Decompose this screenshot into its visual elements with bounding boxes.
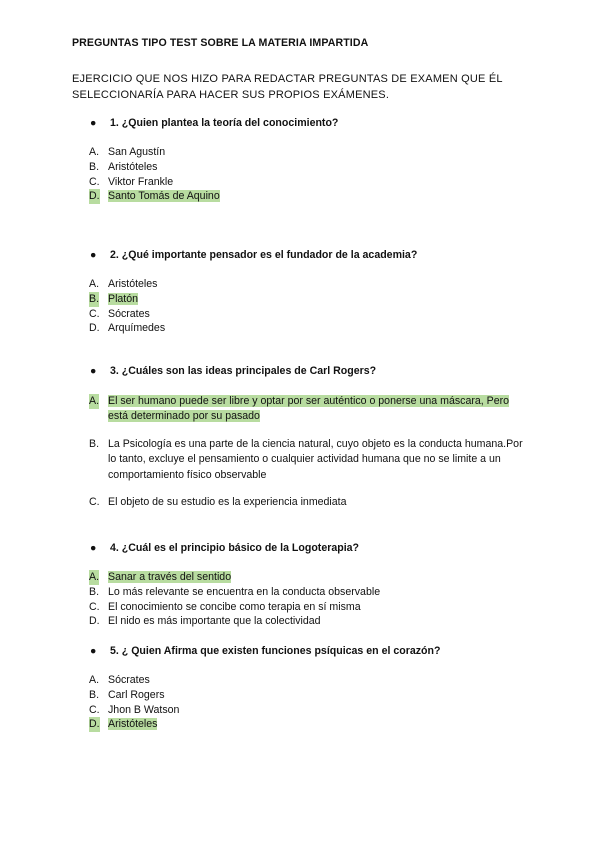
question-text: 2. ¿Qué importante pensador es el fundador de la academia? (110, 249, 418, 261)
intro-paragraph: EJERCICIO QUE NOS HIZO PARA REDACTAR PREGUNTAS DE EXAMEN QUE ÉL SELECCIONARÍA PARA HACER SUS PROPIOS EXÁMENES. (72, 73, 503, 101)
option-4c: C. El conocimiento se concibe como terapia en sí misma (89, 600, 361, 613)
option-5d-correct: D. Aristóteles (89, 718, 158, 731)
options-list-2 (89, 277, 538, 336)
question-2 (90, 249, 417, 261)
option-5b: B. Carl Rogers (89, 688, 165, 701)
option-2c: C. Sócrates (89, 307, 150, 320)
question-text: 5. ¿ Quien Afirma que existen funciones psíquicas en el corazón? (110, 645, 441, 657)
bullet-icon: ● (90, 117, 97, 129)
question-text: 4. ¿Cuál es el principio básico de la Logoterapia? (110, 542, 360, 554)
option-2b-correct: B. Platón (89, 292, 139, 305)
question-5 (90, 645, 440, 657)
option-3c: C. El objeto de su estudio es la experiencia inmediata (89, 496, 347, 509)
options-list-1 (89, 145, 538, 204)
options-list-5 (89, 673, 538, 732)
option-4d: D. El nido es más importante que la colectividad (89, 615, 321, 628)
bullet-icon: ● (90, 542, 97, 554)
option-4a-correct: A. Sanar a través del sentido (89, 571, 232, 583)
option-2a: A. Aristóteles (89, 278, 158, 290)
question-3 (90, 365, 376, 377)
option-2d: D. Arquímedes (89, 322, 166, 335)
question-text: 3. ¿Cuáles son las ideas principales de Carl Rogers? (110, 365, 377, 377)
option-5c: C. Jhon B Watson (89, 703, 180, 716)
option-4b: B. Lo más relevante se encuentra en la conducta observable (89, 585, 381, 598)
question-4 (90, 542, 359, 554)
option-3a-correct: A. El ser humano puede ser libre y optar por ser auténtico o ponerse una máscara, Pero está determinado por su pasado (89, 395, 510, 423)
document-title: PREGUNTAS TIPO TEST SOBRE LA MATERIA IMPARTIDA (72, 37, 369, 49)
option-1a: A. San Agustín (89, 146, 166, 158)
option-1c: C. Viktor Frankle (89, 175, 174, 188)
option-3b: B. La Psicología es una parte de la ciencia natural, cuyo objeto es la conducta humana.Por lo tanto, excluye el pensamiento o cualquier actividad humana que no se limite a un comportamiento físico observable (89, 437, 523, 481)
option-5a: A. Sócrates (89, 674, 150, 686)
question-1 (90, 117, 338, 129)
bullet-icon: ● (90, 365, 97, 377)
options-list-4 (89, 570, 538, 629)
question-text: 1. ¿Quien plantea la teoría del conocimiento? (110, 117, 339, 129)
options-list-3 (89, 394, 538, 510)
bullet-icon: ● (90, 645, 97, 657)
bullet-icon: ● (90, 249, 97, 261)
option-1d-correct: D. Santo Tomás de Aquino (89, 190, 220, 203)
option-1b: B. Aristóteles (89, 160, 158, 173)
